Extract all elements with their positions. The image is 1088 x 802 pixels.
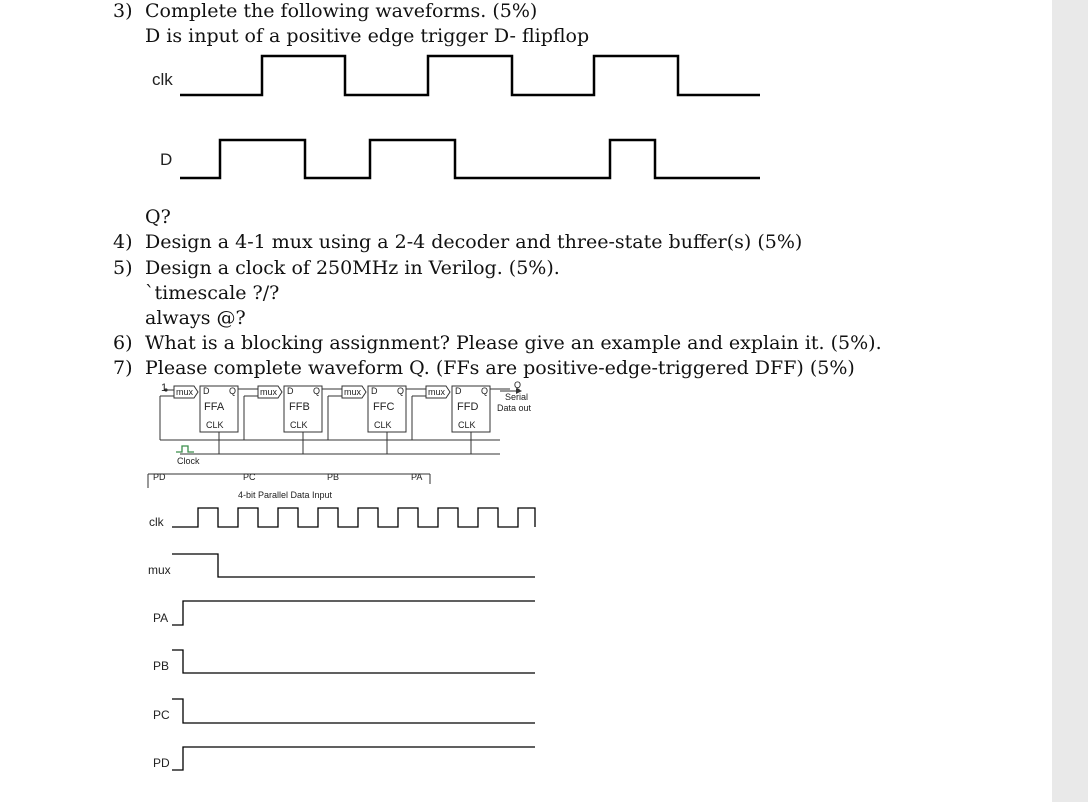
clock-label: Clock — [177, 456, 200, 466]
pa-input-label: PA — [411, 472, 423, 482]
input-one-label: 1 — [161, 382, 168, 394]
ffc-q-pin: Q — [397, 386, 405, 396]
ffa-clk-pin: CLK — [206, 420, 224, 430]
ffa-d-pin: D — [203, 386, 210, 396]
ffc-clk-pin: CLK — [374, 420, 392, 430]
q7-number: 7) — [113, 357, 133, 379]
q3-d-label: D — [160, 150, 173, 169]
ffb-q-pin: Q — [313, 386, 321, 396]
q6-text: What is a blocking assignment? Please give an example and explain it. (5%). — [145, 332, 882, 354]
wave-pb-label: PB — [153, 659, 170, 673]
ffc-d-pin: D — [371, 386, 378, 396]
q3-subtitle: D is input of a positive edge trigger D- flipflop — [145, 25, 590, 47]
q3-title: Complete the following waveforms. (5%) — [145, 0, 538, 22]
ffa-name: FFA — [204, 401, 225, 413]
ffd-d-pin: D — [455, 386, 462, 396]
wave-pd-label: PD — [153, 756, 170, 770]
data-out-label: Data out — [497, 403, 532, 413]
q5-timescale-line: `timescale ?/? — [145, 282, 280, 304]
wave-pc — [172, 699, 535, 723]
ffb-clk-pin: CLK — [290, 420, 308, 430]
mux-d-label: mux — [428, 387, 446, 397]
output-q-label: Q — [514, 380, 522, 390]
q4-number: 4) — [113, 231, 133, 253]
wave-pc-label: PC — [153, 708, 170, 722]
wave-pa-label: PA — [153, 611, 169, 625]
q4-text: Design a 4-1 mux using a 2-4 decoder and three-state buffer(s) (5%) — [145, 231, 803, 253]
q3-clk-label: clk — [152, 70, 173, 89]
ffd-q-pin: Q — [481, 386, 489, 396]
q5-always-line: always @? — [145, 307, 246, 329]
q5-text: Design a clock of 250MHz in Verilog. (5%). — [145, 257, 560, 279]
wave-pd — [172, 747, 535, 770]
mux-a-label: mux — [176, 387, 194, 397]
pc-input-label: PC — [243, 472, 256, 482]
wave-clk — [172, 508, 535, 527]
wave-mux-label: mux — [148, 563, 171, 577]
serial-label: Serial — [505, 392, 529, 402]
pd-input-label: PD — [153, 472, 166, 482]
mux-c-label: mux — [344, 387, 362, 397]
wave-mux — [172, 554, 535, 577]
ffd-name: FFD — [457, 401, 479, 413]
q6-number: 6) — [113, 332, 133, 354]
wave-clk-label: clk — [149, 515, 164, 529]
q3-number: 3) — [113, 0, 133, 22]
ffc-name: FFC — [373, 401, 395, 413]
ffd-clk-pin: CLK — [458, 420, 476, 430]
q7-text: Please complete waveform Q. (FFs are positive-edge-triggered DFF) (5%) — [145, 357, 855, 379]
ffa-q-pin: Q — [229, 386, 237, 396]
pb-input-label: PB — [327, 472, 340, 482]
ffb-name: FFB — [289, 401, 310, 413]
wave-pb — [172, 650, 535, 673]
q5-number: 5) — [113, 257, 133, 279]
bus-label: 4-bit Parallel Data Input — [238, 490, 333, 500]
wave-pa — [172, 601, 535, 625]
q3-q-prompt: Q? — [145, 206, 171, 228]
mux-b-label: mux — [260, 387, 278, 397]
ffb-d-pin: D — [287, 386, 294, 396]
